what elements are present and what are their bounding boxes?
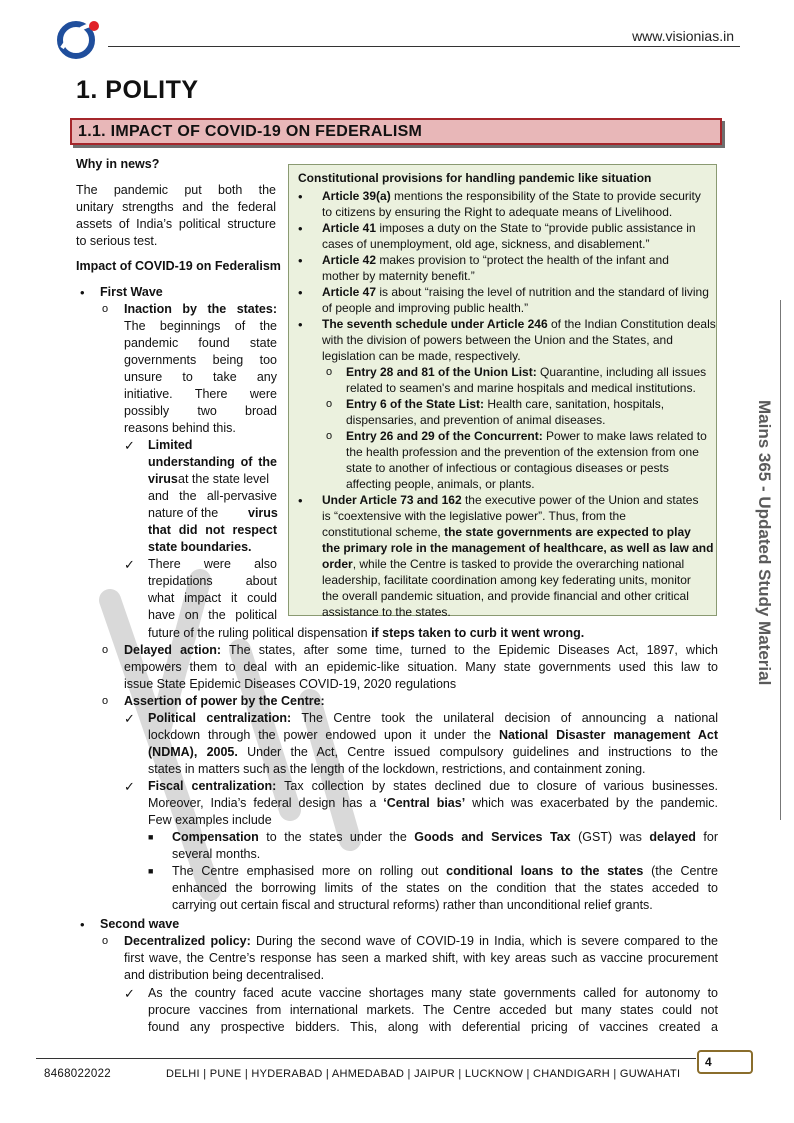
limited-line: that did not respect	[148, 523, 277, 537]
sidebar-text: Mains 365 - Updated Study Material	[755, 400, 774, 686]
footer-phone: 8468022022	[44, 1068, 111, 1080]
box-item-a73-cont: the overall pandemic situation, and provide financial and other critical	[322, 589, 689, 603]
box-entry-concurrent-cont: the health profession and the prevention of the extension from one	[346, 445, 699, 459]
sidebar-vertical-text	[747, 392, 787, 732]
box-item-schedule-cont: legislation can be made, respectively.	[322, 349, 521, 363]
bullet-dot-icon: •	[298, 317, 303, 332]
square-bullet-icon: ■	[148, 832, 154, 842]
bullet-circle-icon: o	[102, 644, 109, 656]
box-item-a41: Article 41 imposes a duty on the State to “provide public assistance in	[322, 221, 696, 235]
why-line: to serious test.	[76, 234, 158, 248]
check-icon: ✓	[124, 438, 135, 453]
trepidation-line: what impact it could	[148, 591, 277, 605]
decentralized-line: first wave, the Centre’s response has seen a marked shift, with key areas such as vaccine procurement	[124, 951, 718, 965]
box-item-schedule: The seventh schedule under Article 246 of the Indian Constitution deals	[322, 317, 716, 331]
bullet-dot-icon: •	[298, 253, 303, 268]
limited-line: virus	[248, 506, 278, 520]
box-item-a73-cont: assistance to the states.	[322, 605, 451, 619]
decentralized-line: Decentralized policy: During the second wave of COVID-19 in India, which is severe compared to the	[124, 934, 718, 948]
sidebar-rule	[780, 300, 781, 820]
compensation-line: Compensation to the states under the Goods and Services Tax (GST) was delayed for	[172, 830, 718, 844]
box-item-a73-cont: order, while the Centre is tasked to provide the overarching national	[322, 557, 685, 571]
box-entry-concurrent-cont: affecting people, animals, or plants.	[346, 477, 535, 491]
political-line: states in matters such as the length of the lockdown, restrictions, and containment zoning.	[148, 762, 646, 776]
chapter-title: 1. POLITY	[76, 76, 199, 104]
square-bullet-icon: ■	[148, 866, 154, 876]
limited-line: Limited	[148, 438, 193, 452]
box-entry-concurrent-cont: state to another of infectious or contagious diseases or pests	[346, 461, 669, 475]
box-title: Constitutional provisions for handling pandemic like situation	[298, 171, 652, 185]
box-entry-union: Entry 28 and 81 of the Union List: Quarantine, including all issues	[346, 365, 707, 379]
political-line: Political centralization: The Centre took the unilateral decision of announcing a national	[148, 711, 718, 725]
box-item-a41-cont: cases of unemployment, old age, sickness, and disablement.”	[322, 237, 650, 251]
bullet-circle-icon: o	[326, 430, 333, 442]
inaction-line: initiative. There were	[124, 387, 277, 401]
assertion-label: Assertion of power by the Centre:	[124, 694, 325, 708]
inaction-line: The beginnings of the	[124, 319, 277, 333]
trepidation-line: trepidations about	[148, 574, 277, 588]
bullet-dot-icon: •	[298, 493, 303, 508]
section-banner	[70, 118, 722, 145]
box-entry-union-cont: related to seamen's and marine hospitals and medical institutions.	[346, 381, 696, 395]
vaccine-line: procure vaccines from international markets. The Centre acceded but many states could not	[148, 1003, 718, 1017]
section-title: 1.1. IMPACT OF COVID-19 ON FEDERALISM	[78, 123, 423, 140]
future-line: future of the ruling political dispensation if steps taken to curb it went wrong.	[148, 626, 585, 640]
trepidation-line: have on the political	[148, 608, 277, 622]
box-entry-concurrent: Entry 26 and 29 of the Concurrent: Power to make laws related to	[346, 429, 707, 443]
limited-line: at the state level	[178, 472, 270, 486]
fiscal-line: Fiscal centralization: Tax collection by states declined due to closure of various businesses.	[148, 779, 718, 793]
footer-cities: DELHI | PUNE | HYDERABAD | AHMEDABAD | JAIPUR | LUCKNOW | CHANDIGARH | GUWAHATI	[166, 1068, 681, 1080]
inaction-line: reasons behind this.	[124, 421, 236, 435]
first-wave-heading: First Wave	[100, 285, 163, 299]
loans-line: enhanced the borrowing limits of the states on the condition that the states acceded to	[172, 881, 718, 895]
loans-line: carrying out certain fiscal and structural reforms) rather than unconditional relief grants.	[172, 898, 653, 912]
inaction-line: governments being too	[124, 353, 277, 367]
limited-line: understanding of the	[148, 455, 277, 469]
limited-line: and the all-pervasive	[148, 489, 277, 503]
box-item-a47-cont: of people and improving public health.”	[322, 301, 529, 315]
page-number-box	[697, 1050, 753, 1074]
box-item-a73-cont: is “coextensive with the legislative power”. Thus, from the	[322, 509, 626, 523]
compensation-line: several months.	[172, 847, 261, 861]
bullet-circle-icon: o	[102, 695, 109, 707]
limited-line: state boundaries.	[148, 540, 252, 554]
page-number: 4	[705, 1055, 712, 1069]
bullet-dot-icon: •	[298, 285, 303, 300]
box-item-a73-cont: leadership, facilitate coordination among key federating units, monitor	[322, 573, 691, 587]
second-wave-heading: Second wave	[100, 917, 180, 931]
political-line: (NDMA), 2005. Under the Act, Centre issued compulsory guidelines and instructions to the	[148, 745, 718, 759]
trepidation-line: There were also	[148, 557, 277, 571]
inaction-line: pandemic found state	[124, 336, 277, 350]
vaccine-line: As the country faced acute vaccine shortages many state governments called for autonomy to	[148, 986, 718, 1000]
why-line: unitary strengths and the federal	[76, 200, 276, 214]
header-rule	[108, 46, 740, 47]
box-item-a39-cont: to citizens by ensuring the Right to adequate means of Livelihood.	[322, 205, 673, 219]
delayed-line: issue State Epidemic Diseases COVID-19, 2020 regulations	[124, 677, 457, 691]
box-item-a39: Article 39(a) mentions the responsibility of the State to provide security	[322, 189, 701, 203]
vaccine-line: found any prospective bidders. This, along with deferential pricing of vaccines created a	[148, 1020, 718, 1034]
why-in-news-heading: Why in news?	[76, 157, 160, 171]
limited-line: virus	[148, 472, 178, 486]
box-item-a73-cont: the primary role in the management of healthcare, as well as law and	[322, 541, 714, 555]
why-line: The pandemic put both the	[76, 183, 276, 197]
box-item-a42: Article 42 makes provision to “protect the health of the infant and	[322, 253, 669, 267]
political-line: lockdown through the power endowed upon it under the National Disaster management Act	[148, 728, 719, 742]
inaction-line: unsure to take any	[124, 370, 277, 384]
bullet-dot-icon: •	[80, 917, 85, 932]
bullet-dot-icon: •	[298, 189, 303, 204]
bullet-circle-icon: o	[102, 935, 109, 947]
impact-heading: Impact of COVID-19 on Federalism	[76, 259, 281, 273]
footer-rule	[36, 1058, 696, 1059]
delayed-line: empowers them to deal with an epidemic-like situation. Many state governments used this law to	[124, 660, 718, 674]
check-icon: ✓	[124, 986, 135, 1001]
visionias-logo-icon	[56, 16, 104, 60]
delayed-line: Delayed action: The states, after some time, turned to the Epidemic Diseases Act, 1897, which	[124, 643, 718, 657]
why-line: assets of India’s political structure	[76, 217, 276, 231]
decentralized-line: and distribution being decentralised.	[124, 968, 325, 982]
box-entry-state-cont: dispensaries, and prevention of animal diseases.	[346, 413, 606, 427]
bullet-circle-icon: o	[326, 366, 333, 378]
box-item-a42-cont: mother by maternity benefit.”	[322, 269, 475, 283]
box-entry-state: Entry 6 of the State List: Health care, sanitation, hospitals,	[346, 397, 665, 411]
check-icon: ✓	[124, 711, 135, 726]
bullet-circle-icon: o	[326, 398, 333, 410]
bullet-circle-icon: o	[102, 303, 109, 315]
fiscal-line: Few examples include	[148, 813, 272, 827]
check-icon: ✓	[124, 779, 135, 794]
box-item-a47: Article 47 is about “raising the level of nutrition and the standard of living	[322, 285, 709, 299]
box-item-schedule-cont: with the division of powers between the Union and the States, and	[322, 333, 673, 347]
loans-line: The Centre emphasised more on rolling out conditional loans to the states (the Centre	[172, 864, 718, 878]
inaction-label: Inaction by the states:	[124, 302, 277, 316]
bullet-dot-icon: •	[298, 221, 303, 236]
site-url: www.visionias.in	[632, 28, 734, 44]
bullet-dot-icon: •	[80, 285, 85, 300]
box-item-a73-cont: constitutional scheme, the state governments are expected to play	[322, 525, 691, 539]
limited-line: nature of the	[148, 506, 219, 520]
box-item-a73: Under Article 73 and 162 the executive power of the Union and states	[322, 493, 699, 507]
inaction-line: possibly two broad	[124, 404, 277, 418]
fiscal-line: Moreover, India’s federal design has a ‘Central bias’ which was exacerbated by the pandemic.	[148, 796, 718, 810]
check-icon: ✓	[124, 557, 135, 572]
